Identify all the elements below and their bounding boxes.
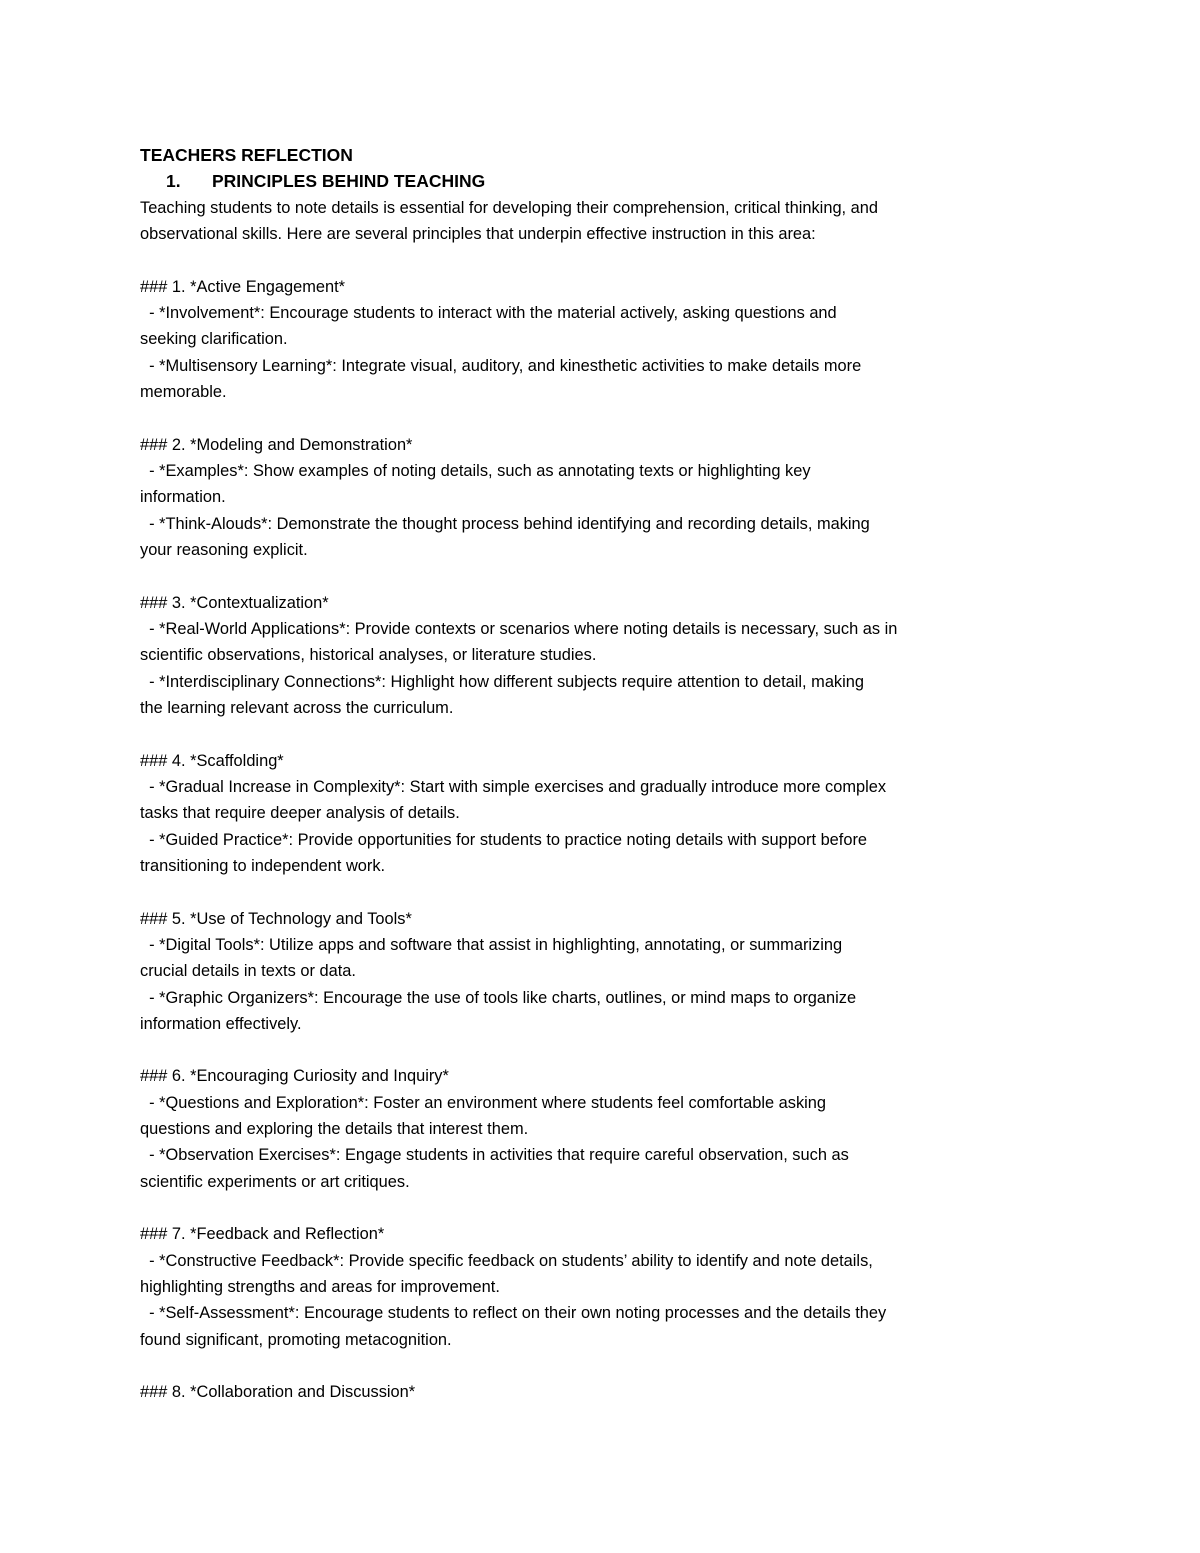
- principle-item-line: information effectively.: [140, 1014, 302, 1033]
- principle-section: [140, 432, 1080, 564]
- principle-item-line: - *Graphic Organizers*: Encourage the use of tools like charts, outlines, or mind maps to organize: [140, 988, 857, 1007]
- principle-item-line: - *Guided Practice*: Provide opportunities for students to practice noting details with support before: [140, 830, 868, 849]
- principle-item-line: scientific experiments or art critiques.: [140, 1172, 410, 1191]
- blank-line: [140, 405, 1080, 431]
- principle-item-line: - *Multisensory Learning*: Integrate visual, auditory, and kinesthetic activities to make details more: [140, 356, 862, 375]
- principle-heading: ### 5. *Use of Technology and Tools*: [140, 909, 412, 928]
- principle-section: [140, 1221, 1080, 1353]
- principle-item-line: - *Constructive Feedback*: Provide specific feedback on students’ ability to identify and note details,: [140, 1251, 873, 1270]
- principle-heading: ### 2. *Modeling and Demonstration*: [140, 435, 413, 454]
- intro-line: Teaching students to note details is essential for developing their comprehension, critical thinking, and: [140, 198, 879, 217]
- principle-heading: ### 4. *Scaffolding*: [140, 751, 284, 770]
- principle-item-line: found significant, promoting metacognition.: [140, 1330, 452, 1349]
- principle-item-line: - *Examples*: Show examples of noting details, such as annotating texts or highlighting key: [140, 461, 811, 480]
- principle-section: [140, 590, 1080, 722]
- principle-section: [140, 748, 1080, 880]
- principle-item-line: tasks that require deeper analysis of details.: [140, 804, 460, 823]
- principles-list: [140, 247, 1080, 1405]
- principle-section: [140, 906, 1080, 1038]
- principle-heading: ### 7. *Feedback and Reflection*: [140, 1225, 385, 1244]
- principle-item-line: your reasoning explicit.: [140, 540, 308, 559]
- principle-item-line: - *Interdisciplinary Connections*: Highlight how different subjects require attention to detail, making: [140, 672, 865, 691]
- principle-section: [140, 1063, 1080, 1195]
- principle-item-line: highlighting strengths and areas for improvement.: [140, 1278, 500, 1297]
- heading-text: PRINCIPLES BEHIND TEACHING: [212, 171, 486, 192]
- principle-item-line: - *Questions and Exploration*: Foster an environment where students feel comfortable asking: [140, 1093, 827, 1112]
- principle-item-line: memorable.: [140, 382, 227, 401]
- blank-line: [140, 879, 1080, 905]
- principle-item-line: information.: [140, 488, 226, 507]
- principle-item-line: transitioning to independent work.: [140, 856, 386, 875]
- principle-item-line: seeking clarification.: [140, 330, 288, 349]
- principle-item-line: - *Observation Exercises*: Engage students in activities that require careful observation, such as: [140, 1146, 849, 1165]
- principle-item-line: the learning relevant across the curriculum.: [140, 698, 454, 717]
- blank-line: [140, 721, 1080, 747]
- document-title: TEACHERS REFLECTION: [140, 145, 353, 165]
- principle-section: [140, 274, 1080, 406]
- principle-item-line: - *Self-Assessment*: Encourage students to reflect on their own noting processes and the details they: [140, 1304, 887, 1323]
- section-heading: [140, 168, 1080, 194]
- principle-item-line: scientific observations, historical analyses, or literature studies.: [140, 646, 597, 665]
- blank-line: [140, 1195, 1080, 1221]
- principle-item-line: - *Involvement*: Encourage students to interact with the material actively, asking questions and: [140, 303, 837, 322]
- principle-item-line: questions and exploring the details that interest them.: [140, 1120, 529, 1139]
- principle-item-line: crucial details in texts or data.: [140, 962, 356, 981]
- blank-line: [140, 1037, 1080, 1063]
- principle-heading: ### 1. *Active Engagement*: [140, 277, 346, 296]
- blank-line: [140, 1353, 1080, 1379]
- document-page: [140, 142, 1080, 1406]
- principle-heading: ### 3. *Contextualization*: [140, 593, 329, 612]
- heading-number: 1.: [166, 171, 181, 192]
- principle-item-line: - *Gradual Increase in Complexity*: Start with simple exercises and gradually introduce more complex: [140, 777, 887, 796]
- blank-line: [140, 247, 1080, 273]
- blank-line: [140, 563, 1080, 589]
- principle-item-line: - *Think-Alouds*: Demonstrate the thought process behind identifying and recording details, making: [140, 514, 870, 533]
- principle-section: [140, 1379, 1080, 1405]
- intro-line: observational skills. Here are several principles that underpin effective instruction in this area:: [140, 224, 816, 243]
- principle-heading: ### 8. *Collaboration and Discussion*: [140, 1383, 416, 1402]
- principle-item-line: - *Real-World Applications*: Provide contexts or scenarios where noting details is necessary, such as in: [140, 619, 898, 638]
- principle-heading: ### 6. *Encouraging Curiosity and Inquiry*: [140, 1067, 449, 1086]
- principle-item-line: - *Digital Tools*: Utilize apps and software that assist in highlighting, annotating, or summarizing: [140, 935, 843, 954]
